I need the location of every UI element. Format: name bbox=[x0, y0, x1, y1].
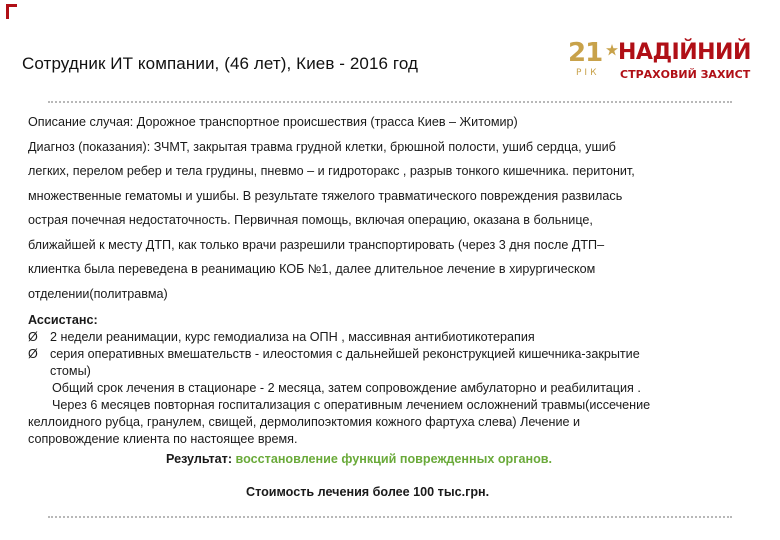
page-title: Сотрудник ИТ компании, (46 лет), Киев - 2016 год bbox=[22, 54, 419, 73]
bullet-continuation: стомы) bbox=[50, 364, 91, 378]
followup-paragraph-line: сопровождение клиента по настоящее время. bbox=[28, 432, 298, 446]
diagnosis-block bbox=[28, 135, 728, 307]
diagnosis-line: ближайшей к месту ДТП, как только врачи разрешили транспортировать (через 3 дня после ДТП– bbox=[28, 237, 605, 252]
assistance-block bbox=[28, 312, 728, 448]
result-label: Результат: bbox=[166, 452, 233, 466]
divider-top bbox=[48, 101, 732, 103]
result-line bbox=[166, 452, 552, 466]
logo-rik: РІК bbox=[576, 68, 600, 78]
diagnosis-line: множественные гематомы и ушибы. В результате тяжелого травматического повреждения развилась bbox=[28, 188, 623, 203]
result-value: восстановление функций поврежденных органов. bbox=[235, 452, 553, 466]
cost-line: Стоимость лечения более 100 тыс.грн. bbox=[246, 485, 490, 499]
list-item: Ø 2 недели реанимации, курс гемодиализа на ОПН , массивная антибиотикотерапия bbox=[28, 330, 535, 344]
logo-subtitle: СТРАХОВИЙ ЗАХИСТ bbox=[620, 68, 751, 81]
diagnosis-line: ЗЧМТ, закрытая травма грудной клетки, брюшной полости, ушиб сердца, ушиб bbox=[153, 139, 616, 154]
divider-bottom bbox=[48, 516, 732, 518]
brand-logo bbox=[566, 38, 751, 88]
assistance-label: Ассистанс: bbox=[28, 313, 98, 327]
star-icon bbox=[606, 44, 618, 56]
arrow-bullet-icon: Ø bbox=[28, 347, 38, 361]
description-line bbox=[28, 110, 728, 135]
diagnosis-label: Диагноз (показания): bbox=[28, 139, 151, 154]
logo-number: 21 bbox=[568, 38, 603, 68]
description-label: Описание случая: bbox=[28, 115, 134, 129]
logo-name: НАДІЙНИЙ bbox=[618, 40, 751, 65]
description-text: Дорожное транспортное происшествия (трасса Киев – Житомир) bbox=[136, 115, 518, 129]
treatment-paragraph: Общий срок лечения в стационаре - 2 месяца, затем сопровождение амбулаторно и реабилитация . bbox=[52, 381, 641, 395]
diagnosis-line: острая почечная недостаточность. Первичная помощь, включая операцию, оказана в больнице, bbox=[28, 213, 593, 227]
followup-paragraph-line: Через 6 месяцев повторная госпитализация с оперативным лечением осложнений травмы(иссечение bbox=[52, 398, 651, 412]
corner-bracket-mark bbox=[6, 4, 17, 19]
diagnosis-line: легких, перелом ребер и тела грудины, пневмо – и гидроторакс , разрыв тонкого кишечника. перитонит, bbox=[28, 164, 635, 178]
top-bar bbox=[0, 0, 780, 14]
arrow-bullet-icon: Ø bbox=[28, 330, 38, 344]
diagnosis-line: отделении(политравма) bbox=[28, 286, 168, 301]
followup-paragraph-line: келлоидного рубца, гранулем, свищей, дермолипоэктомия кожного фартуха слева) Лечение и bbox=[28, 415, 581, 429]
diagnosis-line: клиентка была переведена в реанимацию КОБ №1, далее длительное лечение в хирургическом bbox=[28, 262, 596, 276]
case-content bbox=[28, 110, 728, 448]
list-item: Ø серия оперативных вмешательств - илеостомия с дальнейшей реконструкцией кишечника-закрытие bbox=[28, 347, 640, 361]
